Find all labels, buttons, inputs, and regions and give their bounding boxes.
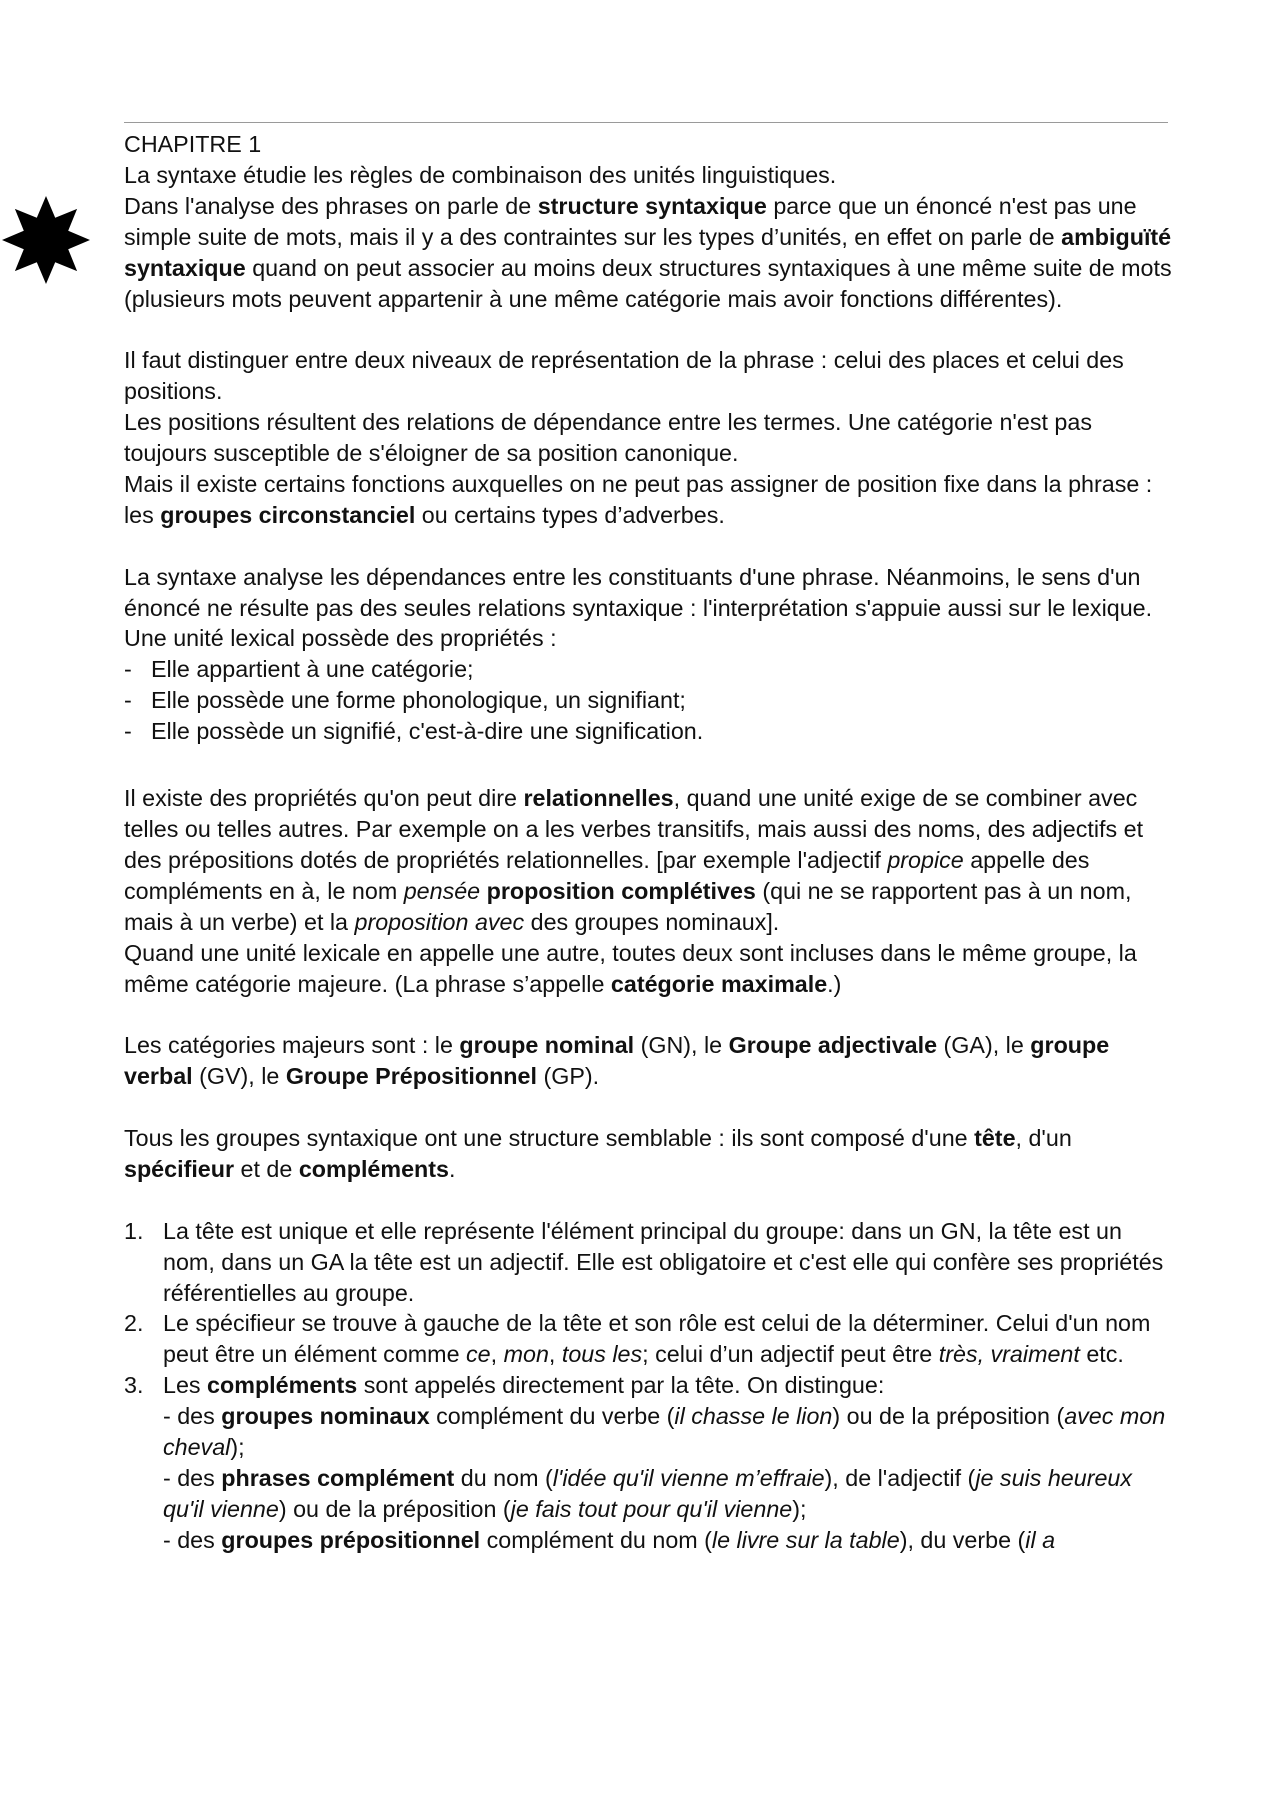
categories-majeures-paragraph: Les catégories majeurs sont : le groupe nominal (GN), le Groupe adjectivale (GA), le groupe verbal (GV), le Groupe Prépositionnel (GP). <box>124 1032 1110 1090</box>
numbered-item-1: 1. La tête est unique et elle représente l'élément principal du groupe: dans un GN, la tête est un nom, dans un GA la tête est un adjectif. Elle est obligatoire et c'est elle qui confère ses propriétés référentielles au groupe. <box>124 1217 1164 1306</box>
list-item: - Elle appartient à une catégorie; <box>124 656 474 683</box>
header-rule <box>124 122 1168 123</box>
positions-paragraph-3: Mais il existe certains fonctions auxquelles on ne peut pas assigner de position fixe dans la phrase : les groupes circonstanciel ou certains types d’adverbes. <box>124 470 1153 528</box>
numbered-list <box>124 1216 1174 1556</box>
relationnelles-paragraph-2: Quand une unité lexicale en appelle une autre, toutes deux sont incluses dans le même groupe, la même catégorie majeure. (La phrase s’appelle catégorie maximale.) <box>124 939 1137 997</box>
star-icon <box>0 190 92 290</box>
intro-paragraph-1: La syntaxe étudie les règles de combinaison des unités linguistiques. <box>124 161 837 188</box>
property-list <box>124 654 1174 747</box>
chapter-heading: CHAPITRE 1 <box>124 131 262 157</box>
list-item: - Elle possède un signifié, c'est-à-dire une signification. <box>124 718 704 745</box>
lexique-paragraph-2: Une unité lexical possède des propriétés : <box>124 625 557 652</box>
structure-paragraph: Tous les groupes syntaxique ont une structure semblable : ils sont composé d'une tête, d'un spécifieur et de compléments. <box>124 1125 1072 1182</box>
relationnelles-paragraph-1: Il existe des propriétés qu'on peut dire relationnelles, quand une unité exige de se combiner avec telles ou telles autres. Par exemple on a les verbes transitifs, mais aussi des noms, des adjectifs et des prépositions dotés de propriétés relationnelles. [par exemple l'adjectif propice appelle des compléments en à, le nom pensée proposition complétives (qui ne se rapportent pas à un nom, mais à un verbe) et la proposition avec des groupes nominaux]. <box>124 785 1144 935</box>
list-item: - Elle possède une forme phonologique, un signifiant; <box>124 687 686 714</box>
lexique-paragraph-1: La syntaxe analyse les dépendances entre les constituants d'une phrase. Néanmoins, le sens d'un énoncé ne résulte pas des seules relations syntaxique : l'interprétation s'appuie aussi sur le lexique. <box>124 563 1153 621</box>
document-page <box>124 129 1174 1556</box>
intro-paragraph-2: Dans l'analyse des phrases on parle de structure syntaxique parce que un énoncé n'est pas une simple suite de mots, mais il y a des contraintes sur les types d’unités, en effet on parle de ambiguïté syntaxique quand on peut associer au moins deux structures syntaxiques à une même suite de mots (plusieurs mots peuvent appartenir à une même catégorie mais avoir fonctions différentes). <box>124 192 1172 312</box>
positions-paragraph-2: Les positions résultent des relations de dépendance entre les termes. Une catégorie n'est pas toujours susceptible de s'éloigner de sa position canonique. <box>124 409 1092 467</box>
numbered-item-2: 2. Le spécifieur se trouve à gauche de la tête et son rôle est celui de la déterminer. Celui d'un nom peut être un élément comme ce, mon, tous les; celui d’un adjectif peut être très, vraiment etc. <box>124 1310 1151 1368</box>
numbered-item-3: 3. Les compléments sont appelés directement par la tête. On distingue: - des groupes nominaux complément du verbe (il chasse le lion) ou de la préposition (avec mon cheval); - des phrases complément du nom (l'idée qu'il vienne m’effraie), de l'adjectif (je suis heureux qu'il vienne) ou de la préposition (je fais tout pour qu'il vienne); - des groupes prépositionnel complément du nom (le livre sur la table), du verbe (il a <box>124 1372 1166 1553</box>
positions-paragraph-1: Il faut distinguer entre deux niveaux de représentation de la phrase : celui des places et celui des positions. <box>124 347 1124 405</box>
